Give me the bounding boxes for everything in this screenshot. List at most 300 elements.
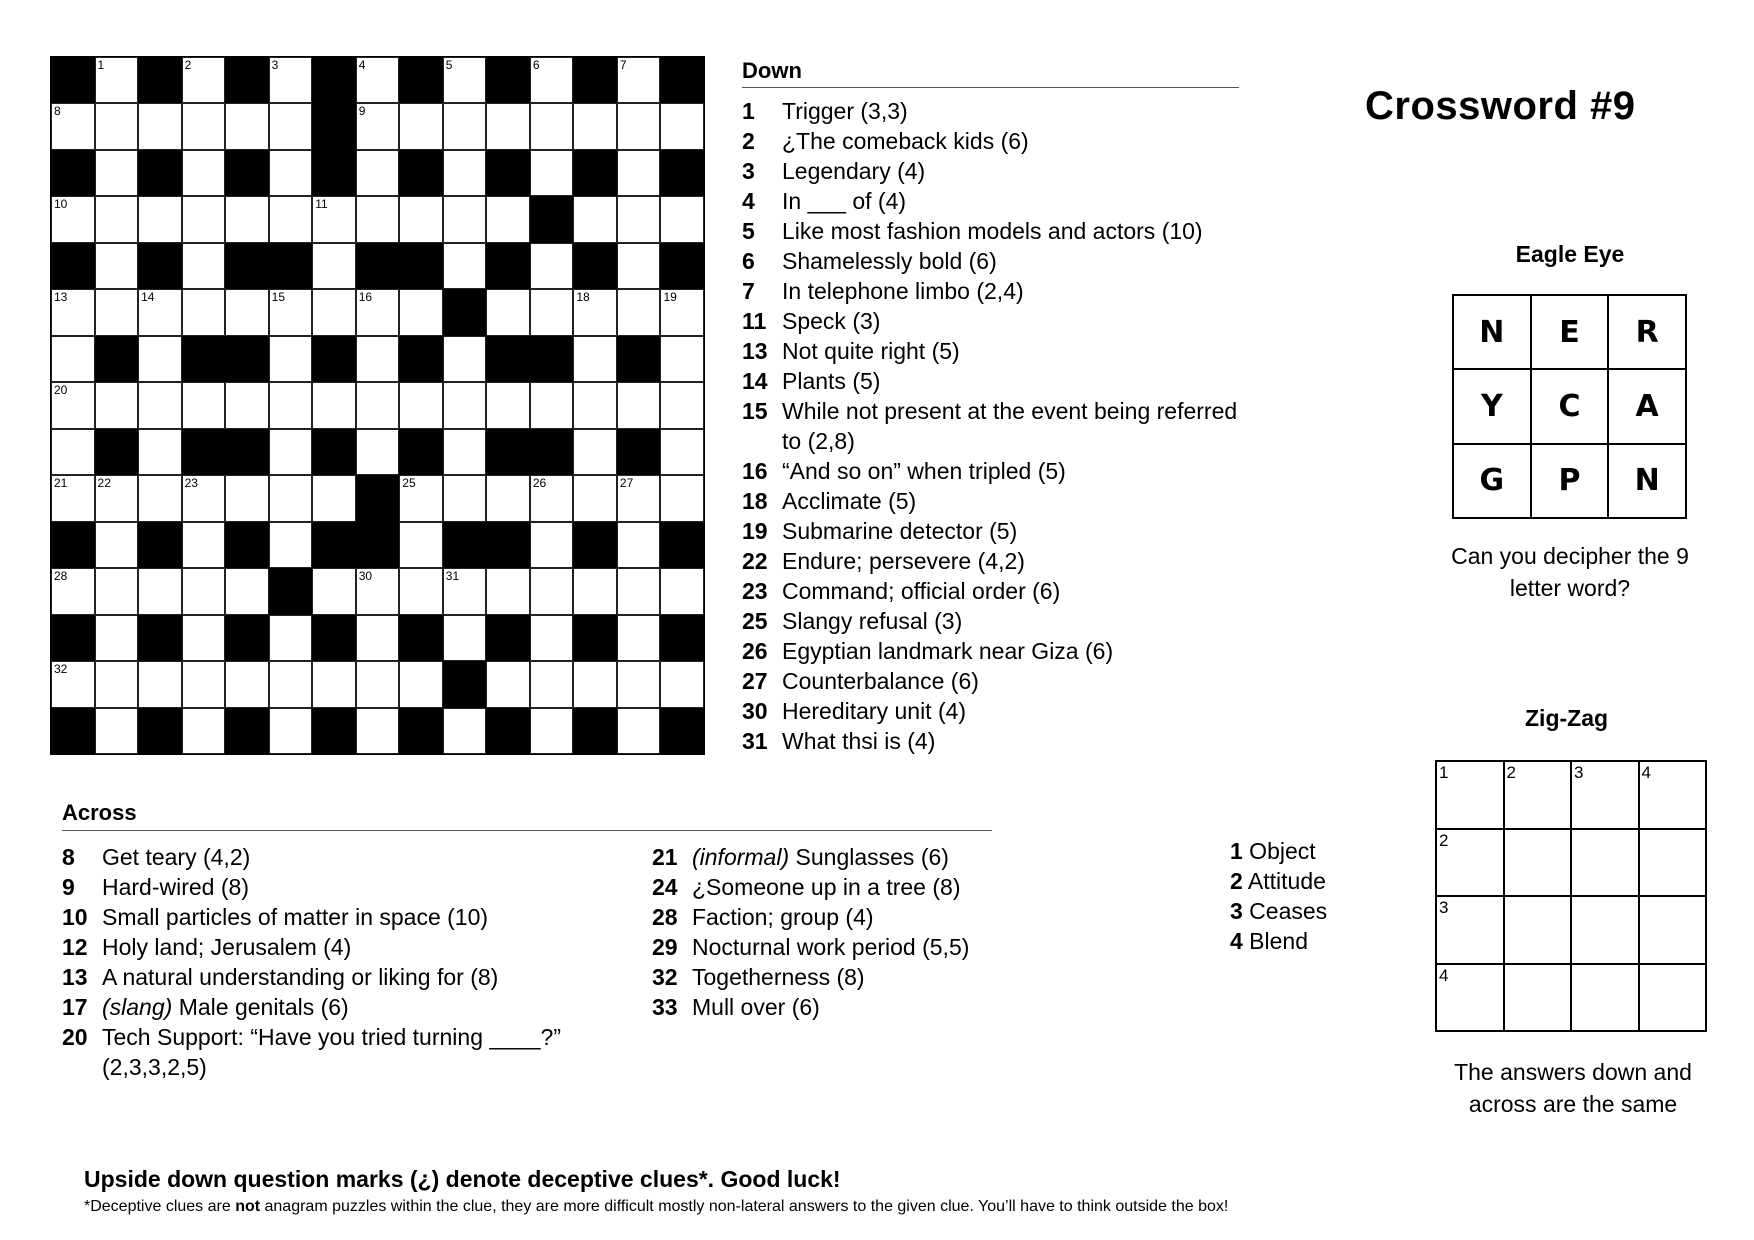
grid-cell[interactable] bbox=[486, 196, 530, 242]
grid-cell[interactable] bbox=[95, 103, 139, 149]
down-clue bbox=[742, 366, 1242, 396]
clue-number: 7 bbox=[742, 278, 755, 304]
grid-cell[interactable] bbox=[225, 289, 269, 335]
grid-cell[interactable] bbox=[399, 568, 443, 614]
grid-cell[interactable] bbox=[617, 568, 661, 614]
grid-cell[interactable] bbox=[443, 475, 487, 521]
cell-number: 9 bbox=[358, 104, 366, 119]
grid-cell[interactable] bbox=[182, 103, 226, 149]
cell-number: 16 bbox=[358, 290, 373, 305]
grid-cell[interactable] bbox=[660, 289, 704, 335]
clue-number: 28 bbox=[652, 904, 678, 930]
black-square bbox=[269, 568, 313, 614]
clue-number: 20 bbox=[62, 1024, 88, 1050]
grid-cell[interactable] bbox=[225, 196, 269, 242]
black-square bbox=[225, 336, 269, 382]
grid-cell[interactable] bbox=[356, 615, 400, 661]
footnote-sub-start: *Deceptive clues are bbox=[84, 1198, 236, 1215]
zigzag-cell[interactable] bbox=[1639, 896, 1707, 964]
clue-number: 24 bbox=[652, 874, 678, 900]
grid-cell[interactable] bbox=[443, 57, 487, 103]
grid-cell[interactable] bbox=[95, 568, 139, 614]
grid-cell[interactable] bbox=[573, 661, 617, 707]
cell-number: 8 bbox=[54, 104, 61, 119]
cell-number: 30 bbox=[358, 569, 373, 584]
black-square bbox=[312, 103, 356, 149]
grid-cell[interactable] bbox=[95, 522, 139, 568]
across-clue bbox=[62, 992, 632, 1022]
zigzag-cell[interactable] bbox=[1571, 761, 1639, 829]
grid-cell[interactable] bbox=[312, 196, 356, 242]
clue-text: ¿The comeback kids (6) bbox=[782, 128, 1029, 154]
cell-number: 6 bbox=[532, 58, 540, 72]
grid-cell[interactable] bbox=[530, 475, 574, 521]
clue-text: Hereditary unit (4) bbox=[782, 698, 967, 724]
grid-cell[interactable] bbox=[486, 103, 530, 149]
grid-cell[interactable] bbox=[530, 615, 574, 661]
grid-cell[interactable] bbox=[269, 57, 313, 103]
grid-cell[interactable] bbox=[51, 568, 95, 614]
clue-number: 2 bbox=[1230, 868, 1243, 894]
black-square bbox=[225, 150, 269, 196]
clue-number: 1 bbox=[1230, 838, 1243, 864]
grid-cell[interactable] bbox=[95, 382, 139, 428]
grid-cell[interactable] bbox=[51, 103, 95, 149]
grid-cell[interactable] bbox=[356, 661, 400, 707]
cell-number: 4 bbox=[358, 58, 366, 72]
grid-cell[interactable] bbox=[399, 475, 443, 521]
cell-number: 14 bbox=[141, 290, 155, 305]
grid-cell[interactable] bbox=[51, 429, 95, 475]
grid-cell[interactable] bbox=[573, 336, 617, 382]
black-square bbox=[182, 336, 226, 382]
black-square bbox=[312, 522, 356, 568]
zigzag-caption: The answers down and across are the same bbox=[1454, 1059, 1692, 1117]
cell-number: 32 bbox=[54, 662, 68, 677]
grid-cell[interactable] bbox=[138, 475, 182, 521]
cell-number: 4 bbox=[1439, 965, 1449, 985]
footnote-main: Upside down question marks (¿) denote deceptive clues*. Good luck! bbox=[84, 1166, 841, 1192]
grid-cell[interactable] bbox=[138, 382, 182, 428]
down-clue bbox=[742, 396, 1242, 456]
clue-text: Plants (5) bbox=[782, 368, 881, 394]
across-clue bbox=[652, 902, 1022, 932]
grid-cell[interactable] bbox=[617, 708, 661, 754]
clue-text: Nocturnal work period (5,5) bbox=[692, 934, 970, 960]
clue-number: 31 bbox=[742, 728, 768, 754]
grid-cell[interactable] bbox=[573, 196, 617, 242]
black-square bbox=[138, 243, 182, 289]
grid-cell[interactable] bbox=[486, 382, 530, 428]
down-clue bbox=[742, 666, 1242, 696]
grid-cell[interactable] bbox=[573, 429, 617, 475]
clue-number: 16 bbox=[742, 458, 768, 484]
grid-cell[interactable] bbox=[399, 382, 443, 428]
black-square bbox=[95, 429, 139, 475]
grid-cell[interactable] bbox=[399, 661, 443, 707]
clue-number: 26 bbox=[742, 638, 768, 664]
grid-cell[interactable] bbox=[269, 661, 313, 707]
grid-cell[interactable] bbox=[617, 382, 661, 428]
grid-cell[interactable] bbox=[530, 382, 574, 428]
grid-cell[interactable] bbox=[443, 150, 487, 196]
grid-cell[interactable] bbox=[95, 661, 139, 707]
grid-cell[interactable] bbox=[617, 289, 661, 335]
black-square bbox=[530, 196, 574, 242]
clue-number: 4 bbox=[1230, 928, 1243, 954]
grid-cell[interactable] bbox=[486, 289, 530, 335]
cell-number: 18 bbox=[576, 290, 590, 305]
grid-cell[interactable] bbox=[443, 568, 487, 614]
grid-cell[interactable] bbox=[356, 429, 400, 475]
grid-cell[interactable] bbox=[399, 196, 443, 242]
grid-cell[interactable] bbox=[356, 289, 400, 335]
down-divider bbox=[742, 87, 1239, 88]
grid-cell[interactable] bbox=[617, 522, 661, 568]
black-square bbox=[660, 150, 704, 196]
clue-text: (slang) Male genitals (6) bbox=[102, 994, 349, 1020]
grid-cell[interactable] bbox=[530, 568, 574, 614]
clue-text: Speck (3) bbox=[782, 308, 881, 334]
grid-cell[interactable] bbox=[617, 475, 661, 521]
zigzag-clue bbox=[1230, 896, 1327, 926]
clue-number: 18 bbox=[742, 488, 768, 514]
grid-cell[interactable] bbox=[530, 708, 574, 754]
zigzag-cell[interactable] bbox=[1504, 829, 1572, 897]
zigzag-cell[interactable] bbox=[1436, 829, 1504, 897]
grid-cell[interactable] bbox=[95, 475, 139, 521]
grid-cell[interactable] bbox=[269, 289, 313, 335]
clue-text: Counterbalance (6) bbox=[782, 668, 979, 694]
grid-cell[interactable] bbox=[486, 661, 530, 707]
grid-cell[interactable] bbox=[356, 336, 400, 382]
black-square bbox=[356, 243, 400, 289]
black-square bbox=[399, 336, 443, 382]
grid-cell[interactable] bbox=[269, 615, 313, 661]
black-square bbox=[138, 522, 182, 568]
grid-cell[interactable] bbox=[356, 57, 400, 103]
cell-number: 2 bbox=[184, 58, 192, 72]
clue-text: Acclimate (5) bbox=[782, 488, 917, 514]
grid-cell[interactable] bbox=[225, 568, 269, 614]
grid-cell[interactable] bbox=[356, 103, 400, 149]
grid-cell[interactable] bbox=[443, 382, 487, 428]
grid-cell[interactable] bbox=[443, 615, 487, 661]
grid-cell[interactable] bbox=[95, 150, 139, 196]
zigzag-cell[interactable] bbox=[1504, 761, 1572, 829]
black-square bbox=[225, 57, 269, 103]
grid-cell[interactable] bbox=[51, 289, 95, 335]
across-clue bbox=[62, 872, 632, 902]
clue-text: Mull over (6) bbox=[692, 994, 820, 1020]
clue-text: Attitude bbox=[1242, 868, 1326, 894]
clue-number: 22 bbox=[742, 548, 768, 574]
grid-cell[interactable] bbox=[225, 475, 269, 521]
grid-cell[interactable] bbox=[486, 568, 530, 614]
down-clue bbox=[742, 96, 1242, 126]
eagle-eye-letter: N bbox=[1608, 444, 1686, 518]
grid-cell[interactable] bbox=[617, 196, 661, 242]
grid-cell[interactable] bbox=[138, 429, 182, 475]
grid-cell[interactable] bbox=[530, 661, 574, 707]
black-square bbox=[312, 57, 356, 103]
black-square bbox=[312, 150, 356, 196]
black-square bbox=[225, 708, 269, 754]
grid-cell[interactable] bbox=[617, 661, 661, 707]
grid-cell[interactable] bbox=[182, 568, 226, 614]
grid-cell[interactable] bbox=[617, 103, 661, 149]
grid-cell[interactable] bbox=[138, 103, 182, 149]
zigzag-cell[interactable] bbox=[1571, 964, 1639, 1032]
zigzag-cell[interactable] bbox=[1504, 964, 1572, 1032]
grid-cell[interactable] bbox=[573, 103, 617, 149]
grid-cell[interactable] bbox=[356, 708, 400, 754]
grid-cell[interactable] bbox=[660, 336, 704, 382]
grid-cell[interactable] bbox=[269, 429, 313, 475]
clue-text: Shamelessly bold (6) bbox=[782, 248, 997, 274]
down-clue bbox=[742, 636, 1242, 666]
black-square bbox=[138, 150, 182, 196]
clue-text: Egyptian landmark near Giza (6) bbox=[782, 638, 1114, 664]
grid-cell[interactable] bbox=[443, 196, 487, 242]
black-square bbox=[269, 243, 313, 289]
grid-cell[interactable] bbox=[660, 429, 704, 475]
zigzag-cell[interactable] bbox=[1436, 896, 1504, 964]
grid-cell[interactable] bbox=[443, 429, 487, 475]
grid-cell[interactable] bbox=[617, 150, 661, 196]
black-square bbox=[486, 708, 530, 754]
grid-cell[interactable] bbox=[312, 661, 356, 707]
grid-cell[interactable] bbox=[573, 568, 617, 614]
grid-cell[interactable] bbox=[95, 57, 139, 103]
cell-number: 21 bbox=[54, 476, 68, 491]
grid-cell[interactable] bbox=[573, 382, 617, 428]
grid-cell[interactable] bbox=[269, 475, 313, 521]
grid-cell[interactable] bbox=[182, 289, 226, 335]
grid-cell[interactable] bbox=[182, 615, 226, 661]
black-square bbox=[573, 150, 617, 196]
zigzag-title: Zig-Zag bbox=[1525, 705, 1609, 731]
grid-cell[interactable] bbox=[225, 103, 269, 149]
down-clue bbox=[742, 546, 1242, 576]
grid-cell[interactable] bbox=[182, 243, 226, 289]
black-square bbox=[51, 150, 95, 196]
grid-cell[interactable] bbox=[486, 475, 530, 521]
grid-cell[interactable] bbox=[269, 103, 313, 149]
grid-cell[interactable] bbox=[617, 243, 661, 289]
black-square bbox=[399, 708, 443, 754]
eagle-eye-letter: G bbox=[1453, 444, 1531, 518]
black-square bbox=[660, 243, 704, 289]
across-clue bbox=[62, 932, 632, 962]
black-square bbox=[443, 661, 487, 707]
grid-cell[interactable] bbox=[138, 568, 182, 614]
down-clue bbox=[742, 456, 1242, 486]
grid-cell[interactable] bbox=[269, 708, 313, 754]
zigzag-cell[interactable] bbox=[1639, 964, 1707, 1032]
grid-cell[interactable] bbox=[269, 196, 313, 242]
grid-cell[interactable] bbox=[182, 150, 226, 196]
zigzag-clue bbox=[1230, 836, 1327, 866]
down-clue bbox=[742, 726, 1242, 756]
grid-cell[interactable] bbox=[95, 289, 139, 335]
clue-number: 13 bbox=[742, 338, 768, 364]
grid-cell[interactable] bbox=[95, 708, 139, 754]
eagle-eye-letter: P bbox=[1531, 444, 1609, 518]
across-clue bbox=[652, 962, 1022, 992]
zigzag-cell[interactable] bbox=[1571, 896, 1639, 964]
zigzag-cell[interactable] bbox=[1639, 761, 1707, 829]
grid-cell[interactable] bbox=[51, 661, 95, 707]
black-square bbox=[356, 475, 400, 521]
grid-cell[interactable] bbox=[660, 382, 704, 428]
grid-cell[interactable] bbox=[51, 336, 95, 382]
black-square bbox=[399, 57, 443, 103]
grid-cell[interactable] bbox=[138, 661, 182, 707]
grid-cell[interactable] bbox=[356, 382, 400, 428]
grid-cell[interactable] bbox=[356, 150, 400, 196]
black-square bbox=[225, 522, 269, 568]
black-square bbox=[312, 336, 356, 382]
grid-cell[interactable] bbox=[530, 243, 574, 289]
grid-cell[interactable] bbox=[269, 522, 313, 568]
zigzag-cell[interactable] bbox=[1639, 829, 1707, 897]
grid-cell[interactable] bbox=[182, 196, 226, 242]
grid-cell[interactable] bbox=[51, 475, 95, 521]
black-square bbox=[312, 429, 356, 475]
down-clue bbox=[742, 576, 1242, 606]
grid-cell[interactable] bbox=[660, 568, 704, 614]
across-clue bbox=[62, 842, 632, 872]
grid-cell[interactable] bbox=[269, 382, 313, 428]
zigzag-cell[interactable] bbox=[1571, 829, 1639, 897]
grid-cell[interactable] bbox=[312, 289, 356, 335]
grid-cell[interactable] bbox=[356, 568, 400, 614]
clue-text: Blend bbox=[1242, 928, 1309, 954]
clue-number: 1 bbox=[742, 98, 755, 124]
grid-cell[interactable] bbox=[182, 382, 226, 428]
grid-cell[interactable] bbox=[51, 196, 95, 242]
cell-number: 27 bbox=[619, 476, 634, 491]
grid-cell[interactable] bbox=[312, 475, 356, 521]
grid-cell[interactable] bbox=[356, 196, 400, 242]
grid-cell[interactable] bbox=[95, 243, 139, 289]
grid-cell[interactable] bbox=[225, 382, 269, 428]
grid-cell[interactable] bbox=[95, 196, 139, 242]
zigzag-cell[interactable] bbox=[1436, 964, 1504, 1032]
grid-cell[interactable] bbox=[660, 475, 704, 521]
grid-cell[interactable] bbox=[182, 475, 226, 521]
grid-cell[interactable] bbox=[182, 708, 226, 754]
clue-text: Legendary (4) bbox=[782, 158, 926, 184]
across-clue bbox=[652, 872, 1022, 902]
black-square bbox=[399, 429, 443, 475]
cell-number: 23 bbox=[184, 476, 198, 491]
grid-cell[interactable] bbox=[443, 243, 487, 289]
clue-number: 11 bbox=[742, 308, 767, 334]
grid-cell[interactable] bbox=[138, 289, 182, 335]
clue-text: (informal) Sunglasses (6) bbox=[692, 844, 949, 870]
eagle-eye-letter: A bbox=[1608, 369, 1686, 443]
clue-number: 15 bbox=[742, 398, 768, 424]
across-clue bbox=[652, 932, 1022, 962]
clue-text: Endure; persevere (4,2) bbox=[782, 548, 1025, 574]
grid-cell[interactable] bbox=[530, 289, 574, 335]
down-clue bbox=[742, 216, 1242, 246]
zigzag-cell[interactable] bbox=[1504, 896, 1572, 964]
grid-cell[interactable] bbox=[269, 150, 313, 196]
clue-text: Submarine detector (5) bbox=[782, 518, 1018, 544]
cell-number: 25 bbox=[402, 476, 416, 491]
grid-cell[interactable] bbox=[95, 615, 139, 661]
zigzag-cell[interactable] bbox=[1436, 761, 1504, 829]
black-square bbox=[486, 243, 530, 289]
cell-number: 1 bbox=[97, 58, 105, 72]
across-clue bbox=[62, 902, 632, 932]
cell-number: 4 bbox=[1641, 763, 1651, 782]
eagle-eye-letter: C bbox=[1531, 369, 1609, 443]
grid-cell[interactable] bbox=[138, 196, 182, 242]
grid-cell[interactable] bbox=[530, 522, 574, 568]
grid-cell[interactable] bbox=[269, 336, 313, 382]
clue-text: Not quite right (5) bbox=[782, 338, 960, 364]
clue-text: Hard-wired (8) bbox=[102, 874, 249, 900]
clue-number: 14 bbox=[742, 368, 768, 394]
grid-cell[interactable] bbox=[530, 103, 574, 149]
clue-number: 2 bbox=[742, 128, 755, 154]
grid-cell[interactable] bbox=[312, 243, 356, 289]
black-square bbox=[530, 336, 574, 382]
across-clue-list-2 bbox=[652, 842, 1022, 1022]
grid-cell[interactable] bbox=[399, 103, 443, 149]
cell-number: 26 bbox=[532, 476, 547, 491]
grid-cell[interactable] bbox=[225, 661, 269, 707]
clue-text: Like most fashion models and actors (10) bbox=[782, 218, 1203, 244]
clue-text: Slangy refusal (3) bbox=[782, 608, 963, 634]
grid-cell[interactable] bbox=[617, 615, 661, 661]
clue-qualifier: (informal) bbox=[692, 844, 790, 870]
grid-cell[interactable] bbox=[399, 289, 443, 335]
black-square bbox=[486, 615, 530, 661]
grid-cell[interactable] bbox=[443, 103, 487, 149]
cell-number: 10 bbox=[54, 197, 68, 212]
black-square bbox=[312, 615, 356, 661]
grid-cell[interactable] bbox=[660, 103, 704, 149]
grid-cell[interactable] bbox=[138, 336, 182, 382]
grid-cell[interactable] bbox=[573, 475, 617, 521]
eagle-eye-grid bbox=[1452, 294, 1687, 519]
grid-cell[interactable] bbox=[443, 336, 487, 382]
grid-cell[interactable] bbox=[399, 522, 443, 568]
grid-cell[interactable] bbox=[312, 382, 356, 428]
grid-cell[interactable] bbox=[182, 522, 226, 568]
clue-text: Togetherness (8) bbox=[692, 964, 865, 990]
zigzag-grid bbox=[1435, 760, 1707, 1032]
grid-cell[interactable] bbox=[312, 568, 356, 614]
grid-cell[interactable] bbox=[573, 289, 617, 335]
grid-cell[interactable] bbox=[530, 57, 574, 103]
grid-cell[interactable] bbox=[530, 150, 574, 196]
grid-cell[interactable] bbox=[660, 196, 704, 242]
grid-cell[interactable] bbox=[660, 661, 704, 707]
clue-text: Tech Support: “Have you tried turning ____?” (2,3,3,2,5) bbox=[102, 1024, 561, 1080]
grid-cell[interactable] bbox=[617, 57, 661, 103]
grid-cell[interactable] bbox=[182, 57, 226, 103]
grid-cell[interactable] bbox=[51, 382, 95, 428]
grid-cell[interactable] bbox=[443, 708, 487, 754]
cell-number: 28 bbox=[54, 569, 68, 584]
grid-cell[interactable] bbox=[182, 661, 226, 707]
